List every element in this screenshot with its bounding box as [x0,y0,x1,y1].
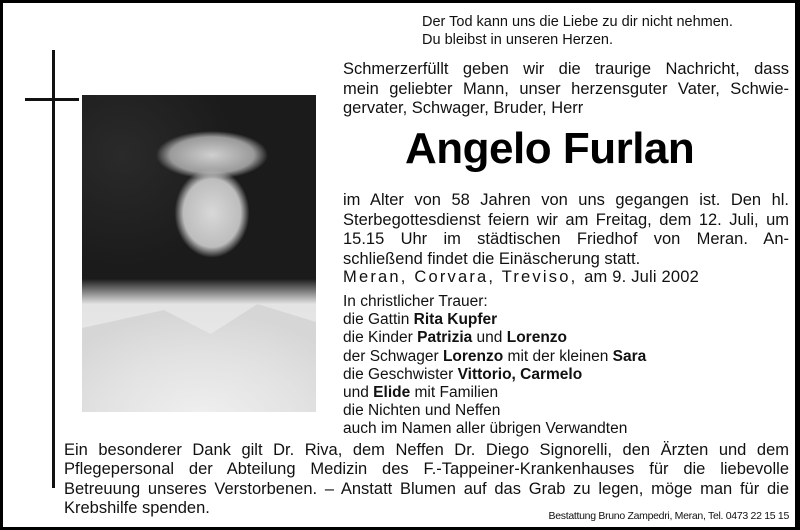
thanks-line: Ein besonderer Dank gilt Dr. Riva, dem Neffen Dr. Diego Signorelli, den Ärzten und dem [64,441,789,459]
mourner-row: die Nichten und Neffen [343,402,501,420]
mourner-row: die Kinder Patrizia und Lorenzo [343,329,568,347]
details-line: Sterbegottesdienst feiern wir am Freitag, dem 12. Juli, um [343,210,789,229]
motto-line: Der Tod kann uns die Liebe zu dir nicht nehmen. [422,14,733,30]
mourner-row: die Gattin Rita Kupfer [343,311,498,329]
places: Meran, Corvara, Treviso, [343,268,578,286]
motto [422,13,733,49]
intro-line: Schmerzerfüllt geben wir die traurige Nachricht, dass [343,60,789,78]
date: am 9. Juli 2002 [584,268,700,286]
details-line: 15.15 Uhr im städtischen Friedhof von Meran. An- [343,230,789,248]
thanks-line: Betreuung unseres Verstorbenen. – Anstatt Blumen auf das Grab zu legen, möge man für die [64,479,789,498]
details-line: im Alter von 58 Jahren von uns gegangen ist. Den hl. [343,191,789,209]
cross-horizontal-bar [25,98,79,101]
intro-text [343,60,789,119]
obituary-card [3,3,795,527]
mourner-row: die Geschwister Vittorio, Carmelo [343,365,583,383]
mourner-row: auch im Namen aller übrigen Verwandten [343,420,628,438]
thanks-line: Krebshilfe spenden. [64,498,210,517]
cross-vertical-bar [52,50,55,488]
mourner-row: der Schwager Lorenzo mit der kleinen Sara [343,347,647,365]
motto-line: Du bleibst in unseren Herzen. [422,32,614,48]
portrait-photo [82,95,316,412]
mourners-heading: In christlicher Trauer: [343,293,488,310]
funeral-details [343,191,789,269]
place-and-date [343,267,699,287]
deceased-name: Angelo Furlan [405,124,695,173]
acknowledgement-text [64,441,789,518]
undertaker-credit: Bestattung Bruno Zampedri, Meran, Tel. 0473 22 15 15 [548,510,789,522]
intro-line: mein geliebter Mann, unser herzensguter Vater, Schwie- [343,79,789,98]
thanks-line: Pflegepersonal der Abteilung Medizin des F.-Tappeiner-Krankenhauses für die liebevolle [64,460,789,479]
intro-line: gervater, Schwager, Bruder, Herr [343,99,584,117]
mourner-row: und Elide mit Familien [343,384,499,402]
mourners-list [343,293,646,439]
details-line: schließend findet die Einäscherung statt. [343,249,641,268]
